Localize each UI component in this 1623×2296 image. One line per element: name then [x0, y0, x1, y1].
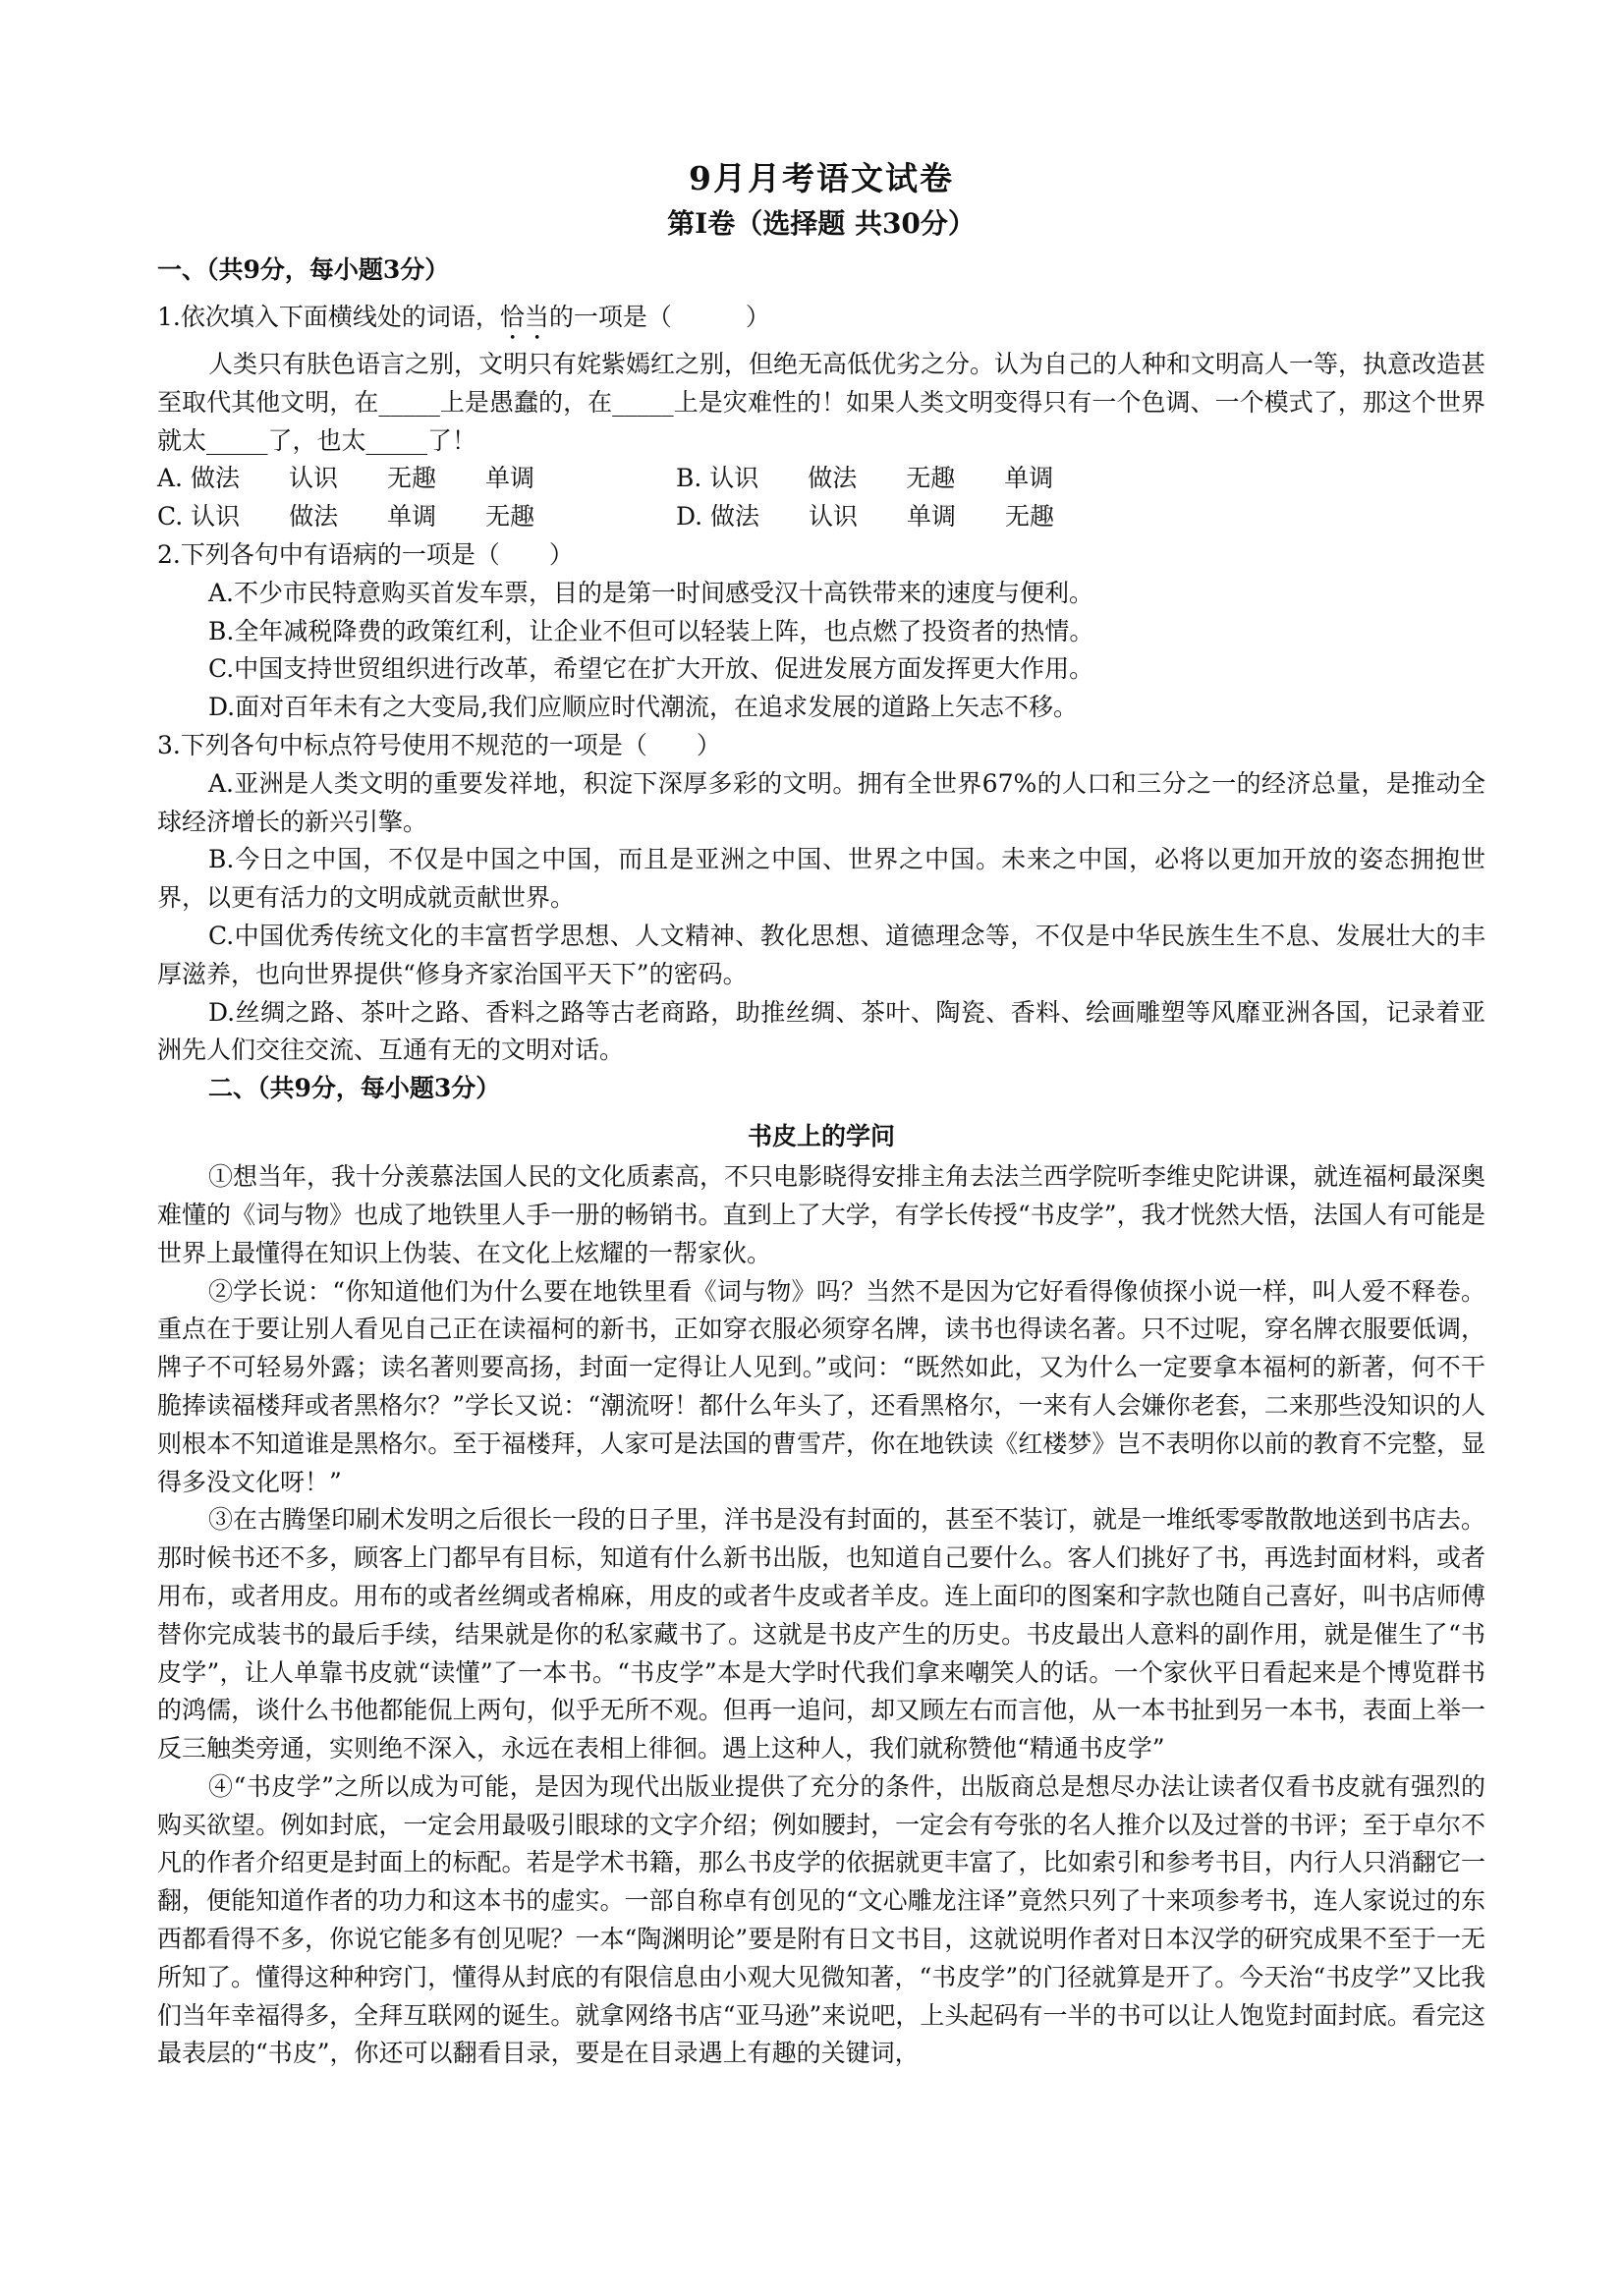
question-3-option-c: C.中国优秀传统文化的丰富哲学思想、人文精神、教化思想、道德理念等，不仅是中华民族生生不息、发展壮大的丰厚滋养，也向世界提供“修身齐家治国平天下”的密码。 — [157, 921, 1485, 988]
question-1-stem-pre: 1.依次填入下面横线处的词语， — [157, 303, 500, 331]
question-1-options — [157, 460, 1485, 536]
article-paragraph-3: ③在古腾堡印刷术发明之后很长一段的日子里，洋书是没有封面的，甚至不装订，就是一堆纸零零散散地送到书店去。那时候书还不多，顾客上门都早有目标，知道有什么新书出版，也知道自己要什么。客人们挑好了书，再选封面材料，或者用布，或者用皮。用布的或者丝绸或者棉麻，用皮的或者牛皮或者羊皮。连上面印的图案和字款也随自己喜好，叫书店师傅替你完成装书的最后手续，结果就是你的私家藏书了。这就是书皮产生的历史。书皮最出人意料的副作用，就是催生了“书皮学”，让人单靠书皮就“读懂”了一本书。“书皮学”本是大学时代我们拿来嘲笑人的话。一个家伙平日看起来是个博览群书的鸿儒，谈什么书他都能侃上两句，似乎无所不观。但再一追问，却又顾左右而言他，从一本书扯到另一本书，表面上举一反三触类旁通，实则绝不深入，永远在表相上徘徊。遇上这种人，我们就称赞他“精通书皮学” — [157, 1505, 1486, 1764]
question-1-option-d: D. 做法 认识 单调 无趣 — [676, 502, 1055, 532]
question-2-stem: 2.下列各句中有语病的一项是（ ） — [157, 539, 574, 569]
question-3-option-d: D.丝绸之路、茶叶之路、香料之路等古老商路，助推丝绸、茶叶、陶瓷、香料、绘画雕塑等风靡亚洲各国，记录着亚洲先人们交往交流、互通有无的文明对话。 — [157, 997, 1485, 1065]
article-paragraph-4: ④“书皮学”之所以成为可能，是因为现代出版业提供了充分的条件，出版商总是想尽办法让读者仅看书皮就有强烈的购买欲望。例如封底，一定会用最吸引眼球的文字介绍；例如腰封，一定会有夸张的名人推介以及过誉的书评；至于卓尔不凡的作者介绍更是封面上的标配。若是学术书籍，那么书皮学的依据就更丰富了，比如索引和参考书目，内行人只消翻它一翻，便能知道作者的功力和这本书的虚实。一部自称卓有创见的“文心雕龙注译”竟然只列了十来项参考书，连人家说过的东西都看得不多，你说它能多有创见呢？一本“陶渊明论”要是附有日文书目，这就说明作者对日本汉学的研究成果不至于一无所知了。懂得这种种窍门，懂得从封底的有限信息由小观大见微知著，“书皮学”的门径就算是开了。今天治“书皮学”又比我们当年幸福得多，全拜互联网的诞生。就拿网络书店“亚马逊”来说吧，上头起码有一半的书可以让人饱览封面封底。看完这最表层的“书皮”，你还可以翻看目录，要是在目录遇上有趣的关键词， — [157, 1771, 1485, 2068]
question-1-stem-post: 的一项是（ ） — [548, 303, 770, 331]
article-paragraph-1: ①想当年，我十分羡慕法国人民的文化质素高，不只电影晓得安排主角去法兰西学院听李维史陀讲课，就连福柯最深奥难懂的《词与物》也成了地铁里人手一册的畅销书。直到上了大学，有学长传授“书皮学”，我才恍然大悟，法国人有可能是世界上最懂得在知识上伪装、在文化上炫耀的一帮家伙。 — [157, 1162, 1486, 1267]
question-1-option-a: A. 做法 认识 无趣 单调 — [157, 464, 534, 493]
exam-page — [157, 157, 1485, 2073]
question-1-stem — [157, 299, 1485, 346]
section-1-heading: 一、（共9分，每小题3分） — [157, 255, 450, 284]
question-3-option-b: B.今日之中国，不仅是中国之中国，而且是亚洲之中国、世界之中国。未来之中国，必将以更加开放的姿态拥抱世界，以更有活力的文明成就贡献世界。 — [157, 845, 1485, 913]
article-paragraph-2: ②学长说：“你知道他们为什么要在地铁里看《词与物》吗？当然不是因为它好看得像侦探小说一样，叫人爱不释卷。重点在于要让别人看见自己正在读福柯的新书，正如穿衣服必须穿名牌，读书也得读名著。只不过呢，穿名牌衣服要低调，牌子不可轻易外露；读名著则要高扬，封面一定得让人见到。”或问：“既然如此，又为什么一定要拿本福柯的新著，何不干脆捧读福楼拜或者黑格尔？”学长又说：“潮流呀！都什么年头了，还看黑格尔，一来有人会嫌你老套，二来那些没知识的人则根本不知道谁是黑格尔。至于福楼拜，人家可是法国的曹雪芹，你在地铁读《红楼梦》岂不表明你以前的教育不完整，显得多没文化呀！” — [157, 1276, 1485, 1496]
question-2-option-a: A.不少市民特意购买首发车票，目的是第一时间感受汉十高铁带来的速度与便利。 — [208, 578, 1094, 607]
question-1-option-b: B. 认识 做法 无趣 单调 — [676, 464, 1054, 493]
exam-title: 9月月考语文试卷 — [689, 159, 954, 197]
exam-subtitle: 第Ⅰ卷（选择题 共30分） — [667, 207, 976, 240]
question-2-option-d: D.面对百年未有之大变局,我们应顺应时代潮流，在追求发展的道路上矢志不移。 — [208, 693, 1079, 722]
section-2-heading: 二、（共9分，每小题3分） — [208, 1074, 501, 1103]
question-2-option-c: C.中国支持世贸组织进行改革，希望它在扩大开放、促进发展方面发挥更大作用。 — [208, 654, 1094, 684]
article-title: 书皮上的学问 — [747, 1122, 895, 1151]
question-1-option-c: C. 认识 做法 单调 无趣 — [157, 502, 535, 532]
question-3-option-a: A.亚洲是人类文明的重要发祥地，积淀下深厚多彩的文明。拥有全世界67%的人口和三分之一的经济总量，是推动全球经济增长的新兴引擎。 — [157, 768, 1485, 836]
question-2-option-b: B.全年减税降费的政策红利，让企业不但可以轻装上阵，也点燃了投资者的热情。 — [208, 616, 1094, 645]
question-3-stem: 3.下列各句中标点符号使用不规范的一项是（ ） — [157, 730, 721, 759]
question-1-stem-emphasis: 恰当 — [499, 303, 549, 331]
question-1-passage: 人类只有肤色语言之别，文明只有姹紫嫣红之别，但绝无高低优劣之分。认为自己的人种和文明高人一等，执意改造甚至取代其他文明，在_____上是愚蠢的，在_____上是灾难性的！如果人类文明变得只有一个色调、一个模式了，那这个世界就太_____了，也太_____了！ — [157, 350, 1486, 455]
